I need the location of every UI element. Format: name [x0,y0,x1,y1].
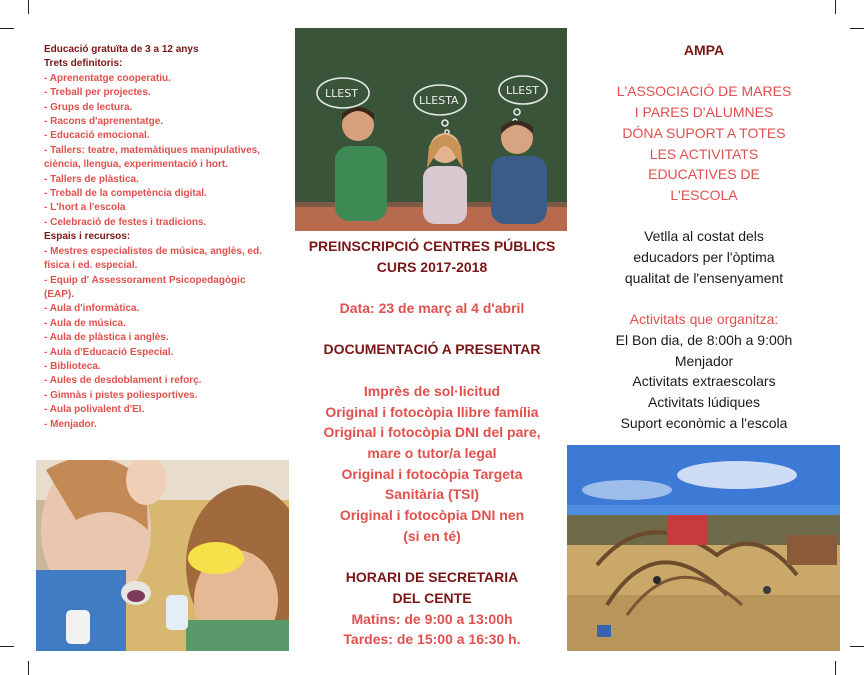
preinscription-title: PREINSCRIPCIÓ CENTRES PÚBLICS [308,238,556,254]
list-item: - Aula d'informàtica. [44,303,140,315]
office-hours-title: HORARI DE SECRETARIA [345,569,519,586]
list-item: - Racons d'aprenentatge. [44,116,164,128]
mission-line: educadors per l'òptima [633,249,775,265]
course-year: CURS 2017-2018 [376,258,488,275]
list-item: - Treball de la competència digital. [44,188,207,200]
activities-title: Activitats que organitza: [629,311,779,328]
document-item: Sanitària (TSI) [384,486,480,503]
crop-mark [850,28,864,29]
list-item: - Aula de plàstica i anglès. [44,332,169,344]
playground-illustration [567,445,840,651]
list-item: - Grups de lectura. [44,101,133,113]
support-line: DÓNA SUPORT A TOTES [622,124,786,141]
photo-playground [567,445,840,651]
morning-hours: Matins: de 9:00 a 13:00h [351,610,513,627]
education-heading: Educació gratuïta de 3 a 12 anys [44,44,199,55]
bubble-text: LLEST [325,87,358,100]
crop-mark [28,661,29,675]
middle-column [294,236,570,650]
crop-mark [835,661,836,675]
document-item: Original i fotocòpia DNI del pare, [323,424,541,441]
document-item: Imprès de sol·licitud [363,382,501,399]
office-hours-title-2: DEL CENTE [392,589,472,606]
list-item: - Celebració de festes i tradicions. [44,216,207,228]
activity-item: Activitats lúdiques [647,393,761,410]
list-item: (EAP). [44,288,74,300]
support-line: I PARES D'ALUMNES [634,104,774,121]
support-line: LES ACTIVITATS [649,145,759,162]
bubble-text: LLESTA [419,94,459,107]
list-item: - Aprenentatge cooperatiu. [44,72,171,84]
crop-mark [835,0,836,14]
activity-item: Suport econòmic a l'escola [620,414,788,431]
crop-mark [0,28,14,29]
activity-item: Menjador [674,352,734,369]
list-item: - Tallers: teatre, matemàtiques manipulatives, [44,144,261,156]
list-item: física i ed. especial. [44,260,138,272]
activity-item: Activitats extraescolars [632,373,776,390]
list-item: - Equip d' Assessorament Psicopedagògic [44,274,246,286]
list-item: - Menjador. [44,418,97,430]
support-line: EDUCATIVES DE [648,166,760,183]
experiment-illustration [36,460,289,651]
support-line: L'ESCOLA [670,186,738,203]
registration-dates: Data: 23 de març al 4 d'abril [339,300,525,317]
list-item: - L'hort a l'escola [44,202,126,214]
support-line: L'ASSOCIACIÓ DE MARES [616,83,792,100]
document-item: (si en té) [403,527,461,544]
document-item: Original i fotocòpia Targeta [341,465,523,482]
traits-title: Trets definitoris: [44,58,123,70]
list-item: - Educació emocional. [44,130,150,142]
document-item: Original i fotocòpia llibre família [325,403,539,420]
crop-mark [0,646,14,647]
crop-mark [28,0,29,14]
bubble-text: LLEST [506,84,539,97]
left-column [44,43,284,432]
spaces-title: Espais i recursos: [44,231,131,243]
list-item: - Aules de desdoblament i reforç. [44,375,202,387]
list-item: - Biblioteca. [44,360,101,372]
mission-line: qualitat de l'ensenyament [624,269,784,286]
document-item: Original i fotocòpia DNI nen [339,507,525,524]
list-item: - Aula polivalent d'EI. [44,404,145,416]
child-figure [423,133,467,224]
list-item: - Aula d'Educació Especial. [44,346,174,358]
mission-line: Vetlla al costat dels [644,228,764,245]
list-item: - Treball per projectes. [44,87,151,99]
crop-mark [850,646,864,647]
list-item: - Gimnàs i pistes poliesportives. [44,389,198,401]
afternoon-hours: Tardes: de 15:00 a 16:30 h. [343,631,521,648]
photo-children-chalkboard [295,28,567,231]
list-item: ciència, llengua, experimentació i hort. [44,159,228,171]
ampa-title: AMPA [683,42,725,58]
photo-children-experiment [36,460,289,651]
list-item: - Mestres especialistes de música, anglès, ed. [44,245,262,257]
chalkboard-illustration [295,28,567,231]
right-column [592,40,816,433]
documents-title: DOCUMENTACIÓ A PRESENTAR [323,341,541,358]
document-item: mare o tutor/a legal [367,444,497,461]
list-item: - Tallers de plàstica. [44,173,139,185]
list-item: - Aula de música. [44,317,126,329]
activity-item: El Bon dia, de 8:00h a 9:00h [615,331,793,348]
